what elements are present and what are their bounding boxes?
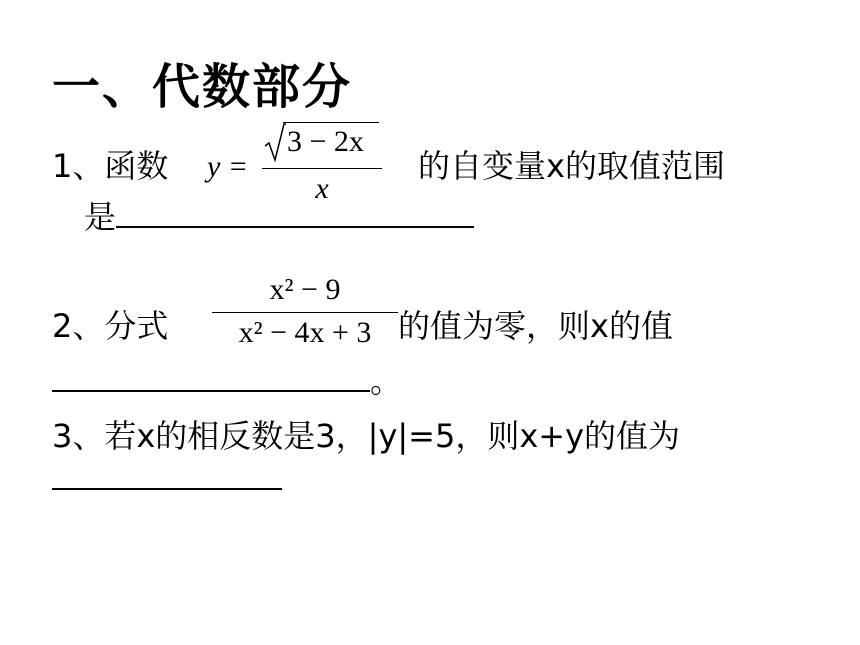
q2-prefix: 2、分式 bbox=[52, 307, 169, 345]
q1-prefix: 1、函数 bbox=[52, 147, 169, 185]
q2-denominator: x² − 4x + 3 bbox=[238, 316, 372, 349]
q2-answer-blank[interactable] bbox=[52, 360, 370, 392]
q1-numerator-text: 3 − 2x bbox=[283, 122, 379, 161]
q2-suffix: 的值为零，则x的值 bbox=[398, 307, 673, 345]
q3-answer-blank[interactable] bbox=[52, 458, 282, 490]
q2-numerator: x² − 9 bbox=[269, 273, 341, 306]
q2-line2 bbox=[52, 360, 402, 401]
q1-suffix: 的自变量x的取值范围 bbox=[418, 147, 725, 185]
q1-line2 bbox=[84, 196, 474, 237]
q1-formula-lhs-text: y = bbox=[207, 150, 249, 183]
q2-fraction bbox=[212, 270, 398, 353]
q1-denominator-text: x bbox=[315, 172, 329, 205]
q1-numerator bbox=[262, 120, 382, 164]
q3-text: 3、若x的相反数是3，|y|=5，则x+y的值为 bbox=[52, 417, 681, 455]
q1-answer-blank[interactable] bbox=[116, 196, 474, 228]
q1-line2-text: 是 bbox=[84, 198, 117, 236]
q2-end: 。 bbox=[370, 362, 403, 400]
section-title: 一、代数部分 bbox=[52, 59, 353, 115]
q1-formula-lhs bbox=[207, 150, 248, 184]
